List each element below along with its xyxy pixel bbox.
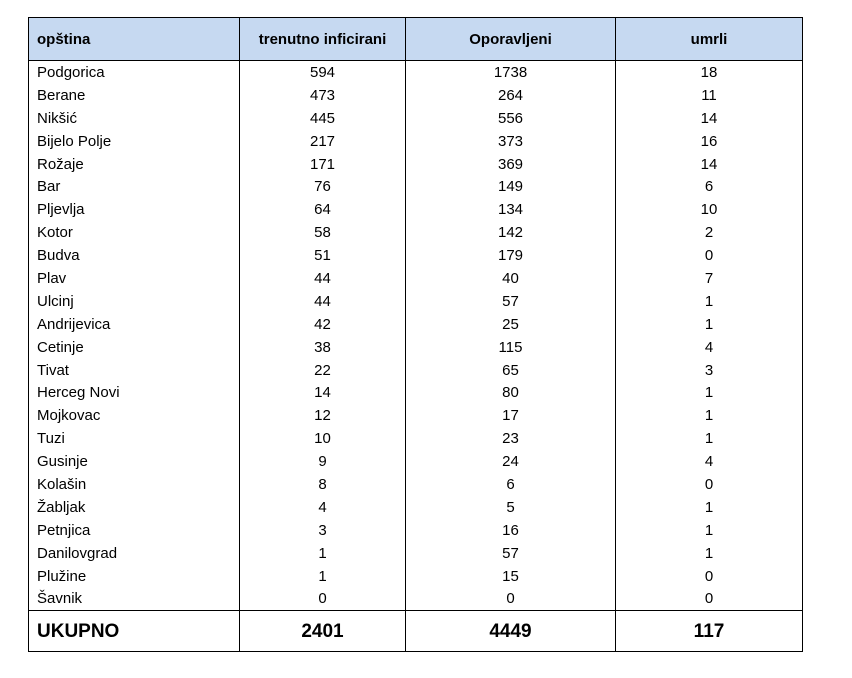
table-row xyxy=(29,244,803,267)
inficirani-cell: 42 xyxy=(240,313,406,336)
oporavljeni-cell: 16 xyxy=(406,519,616,542)
inficirani-cell: 64 xyxy=(240,198,406,221)
municipality-cell: Tivat xyxy=(29,359,240,382)
table-row xyxy=(29,404,803,427)
oporavljeni-cell: 264 xyxy=(406,84,616,107)
municipality-cell: Plužine xyxy=(29,565,240,588)
inficirani-cell: 217 xyxy=(240,130,406,153)
umrli-cell: 1 xyxy=(616,542,803,565)
table-body xyxy=(29,61,803,611)
umrli-cell: 1 xyxy=(616,427,803,450)
umrli-cell: 1 xyxy=(616,313,803,336)
umrli-cell: 16 xyxy=(616,130,803,153)
umrli-cell: 7 xyxy=(616,267,803,290)
inficirani-cell: 51 xyxy=(240,244,406,267)
table-row xyxy=(29,336,803,359)
inficirani-cell: 9 xyxy=(240,450,406,473)
inficirani-cell: 14 xyxy=(240,381,406,404)
oporavljeni-cell: 57 xyxy=(406,290,616,313)
oporavljeni-cell: 24 xyxy=(406,450,616,473)
table-row xyxy=(29,381,803,404)
municipality-cell: Žabljak xyxy=(29,496,240,519)
umrli-cell: 1 xyxy=(616,496,803,519)
umrli-cell: 18 xyxy=(616,61,803,84)
municipality-cell: Petnjica xyxy=(29,519,240,542)
table-row xyxy=(29,313,803,336)
oporavljeni-cell: 0 xyxy=(406,587,616,610)
oporavljeni-cell: 25 xyxy=(406,313,616,336)
header-opstina: opština xyxy=(29,18,240,61)
table-row xyxy=(29,198,803,221)
table-row xyxy=(29,175,803,198)
inficirani-cell: 0 xyxy=(240,587,406,610)
inficirani-cell: 58 xyxy=(240,221,406,244)
table-row xyxy=(29,359,803,382)
inficirani-cell: 445 xyxy=(240,107,406,130)
oporavljeni-cell: 57 xyxy=(406,542,616,565)
oporavljeni-cell: 5 xyxy=(406,496,616,519)
umrli-cell: 0 xyxy=(616,244,803,267)
umrli-cell: 0 xyxy=(616,587,803,610)
oporavljeni-cell: 6 xyxy=(406,473,616,496)
table-row xyxy=(29,565,803,588)
table-row xyxy=(29,587,803,610)
umrli-cell: 14 xyxy=(616,153,803,176)
municipality-cell: Mojkovac xyxy=(29,404,240,427)
clipped-text-above-table xyxy=(36,0,276,5)
header-inficirani: trenutno inficirani xyxy=(240,18,406,61)
table-row xyxy=(29,290,803,313)
oporavljeni-cell: 179 xyxy=(406,244,616,267)
oporavljeni-cell: 369 xyxy=(406,153,616,176)
table-row xyxy=(29,519,803,542)
oporavljeni-cell: 17 xyxy=(406,404,616,427)
umrli-cell: 6 xyxy=(616,175,803,198)
table-row xyxy=(29,542,803,565)
umrli-cell: 1 xyxy=(616,290,803,313)
oporavljeni-cell: 142 xyxy=(406,221,616,244)
municipality-cell: Kotor xyxy=(29,221,240,244)
oporavljeni-cell: 40 xyxy=(406,267,616,290)
oporavljeni-cell: 373 xyxy=(406,130,616,153)
municipality-cell: Šavnik xyxy=(29,587,240,610)
oporavljeni-cell: 556 xyxy=(406,107,616,130)
table-row xyxy=(29,153,803,176)
municipality-cell: Cetinje xyxy=(29,336,240,359)
municipality-cell: Nikšić xyxy=(29,107,240,130)
umrli-cell: 10 xyxy=(616,198,803,221)
header-umrli: umrli xyxy=(616,18,803,61)
municipality-cell: Berane xyxy=(29,84,240,107)
oporavljeni-cell: 23 xyxy=(406,427,616,450)
umrli-cell: 4 xyxy=(616,450,803,473)
municipality-cell: Gusinje xyxy=(29,450,240,473)
table-row xyxy=(29,496,803,519)
umrli-cell: 0 xyxy=(616,565,803,588)
table-row xyxy=(29,473,803,496)
header-row xyxy=(29,18,803,61)
inficirani-cell: 473 xyxy=(240,84,406,107)
inficirani-cell: 3 xyxy=(240,519,406,542)
oporavljeni-cell: 115 xyxy=(406,336,616,359)
municipality-cell: Herceg Novi xyxy=(29,381,240,404)
table-row xyxy=(29,427,803,450)
municipality-cell: Budva xyxy=(29,244,240,267)
inficirani-cell: 12 xyxy=(240,404,406,427)
umrli-cell: 1 xyxy=(616,404,803,427)
municipality-cell: Tuzi xyxy=(29,427,240,450)
municipality-cell: Andrijevica xyxy=(29,313,240,336)
umrli-cell: 11 xyxy=(616,84,803,107)
oporavljeni-cell: 134 xyxy=(406,198,616,221)
municipality-cell: Rožaje xyxy=(29,153,240,176)
table-row xyxy=(29,450,803,473)
oporavljeni-cell: 1738 xyxy=(406,61,616,84)
oporavljeni-cell: 149 xyxy=(406,175,616,198)
table-row xyxy=(29,267,803,290)
oporavljeni-cell: 65 xyxy=(406,359,616,382)
inficirani-cell: 10 xyxy=(240,427,406,450)
umrli-cell: 14 xyxy=(616,107,803,130)
inficirani-cell: 1 xyxy=(240,565,406,588)
inficirani-cell: 38 xyxy=(240,336,406,359)
total-oporavljeni: 4449 xyxy=(406,611,616,652)
municipality-cell: Bar xyxy=(29,175,240,198)
municipality-cell: Ulcinj xyxy=(29,290,240,313)
inficirani-cell: 594 xyxy=(240,61,406,84)
inficirani-cell: 44 xyxy=(240,267,406,290)
umrli-cell: 1 xyxy=(616,381,803,404)
municipality-cell: Plav xyxy=(29,267,240,290)
table-row xyxy=(29,130,803,153)
header-oporavljeni: Oporavljeni xyxy=(406,18,616,61)
total-label: UKUPNO xyxy=(29,611,240,652)
total-inficirani: 2401 xyxy=(240,611,406,652)
inficirani-cell: 4 xyxy=(240,496,406,519)
municipality-cell: Bijelo Polje xyxy=(29,130,240,153)
inficirani-cell: 8 xyxy=(240,473,406,496)
inficirani-cell: 44 xyxy=(240,290,406,313)
covid-municipality-table xyxy=(28,17,803,652)
umrli-cell: 4 xyxy=(616,336,803,359)
table-row xyxy=(29,84,803,107)
inficirani-cell: 22 xyxy=(240,359,406,382)
municipality-cell: Danilovgrad xyxy=(29,542,240,565)
oporavljeni-cell: 15 xyxy=(406,565,616,588)
umrli-cell: 0 xyxy=(616,473,803,496)
oporavljeni-cell: 80 xyxy=(406,381,616,404)
municipality-cell: Pljevlja xyxy=(29,198,240,221)
inficirani-cell: 76 xyxy=(240,175,406,198)
umrli-cell: 3 xyxy=(616,359,803,382)
umrli-cell: 2 xyxy=(616,221,803,244)
table-row xyxy=(29,221,803,244)
table-row xyxy=(29,61,803,84)
municipality-cell: Podgorica xyxy=(29,61,240,84)
municipality-cell: Kolašin xyxy=(29,473,240,496)
total-row xyxy=(29,611,803,652)
inficirani-cell: 171 xyxy=(240,153,406,176)
inficirani-cell: 1 xyxy=(240,542,406,565)
umrli-cell: 1 xyxy=(616,519,803,542)
table-row xyxy=(29,107,803,130)
total-umrli: 117 xyxy=(616,611,803,652)
